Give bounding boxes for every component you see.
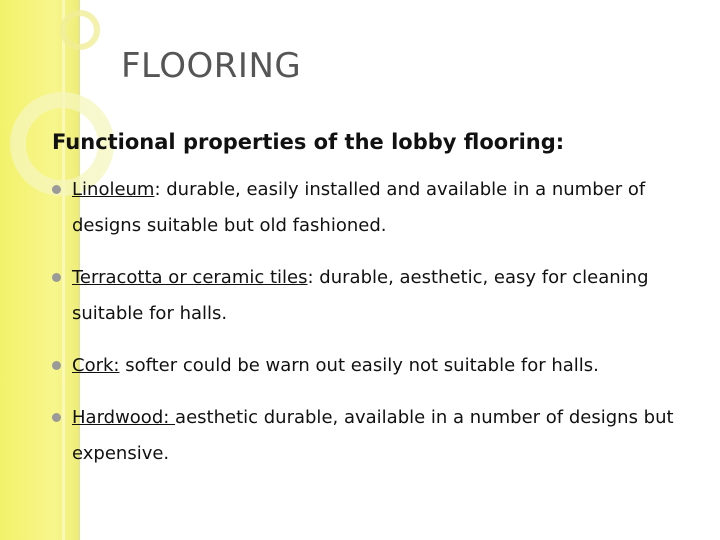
- bullet-term: Linoleum: [72, 179, 155, 200]
- bullet-item-linoleum: [52, 172, 702, 244]
- bullet-dot-icon: [52, 413, 61, 422]
- bullet-dot-icon: [52, 273, 61, 282]
- bullet-item-terracotta: [52, 260, 702, 332]
- bullet-item-cork: [52, 348, 702, 384]
- bullet-text: softer could be warn out easily not suitable for halls.: [119, 355, 599, 376]
- bullet-list: [52, 172, 702, 488]
- bullet-text: : durable, easily installed and available in a number of designs suitable but old fashioned.: [72, 179, 646, 236]
- bullet-item-hardwood: [52, 400, 702, 472]
- bullet-dot-icon: [52, 361, 61, 370]
- bullet-dot-icon: [52, 185, 61, 194]
- bullet-term: Cork:: [72, 355, 120, 376]
- slide-subtitle: Functional properties of the lobby flooring:: [52, 130, 565, 154]
- decorative-ring-small: [60, 10, 100, 50]
- bullet-text: aesthetic durable, available in a number of designs but expensive.: [72, 407, 674, 464]
- bullet-term: Terracotta or ceramic tiles: [72, 267, 308, 288]
- bullet-term: Hardwood:: [72, 407, 176, 428]
- bullet-text: : durable, aesthetic, easy for cleaning suitable for halls.: [72, 267, 649, 324]
- slide-title: FLOORING: [121, 46, 302, 86]
